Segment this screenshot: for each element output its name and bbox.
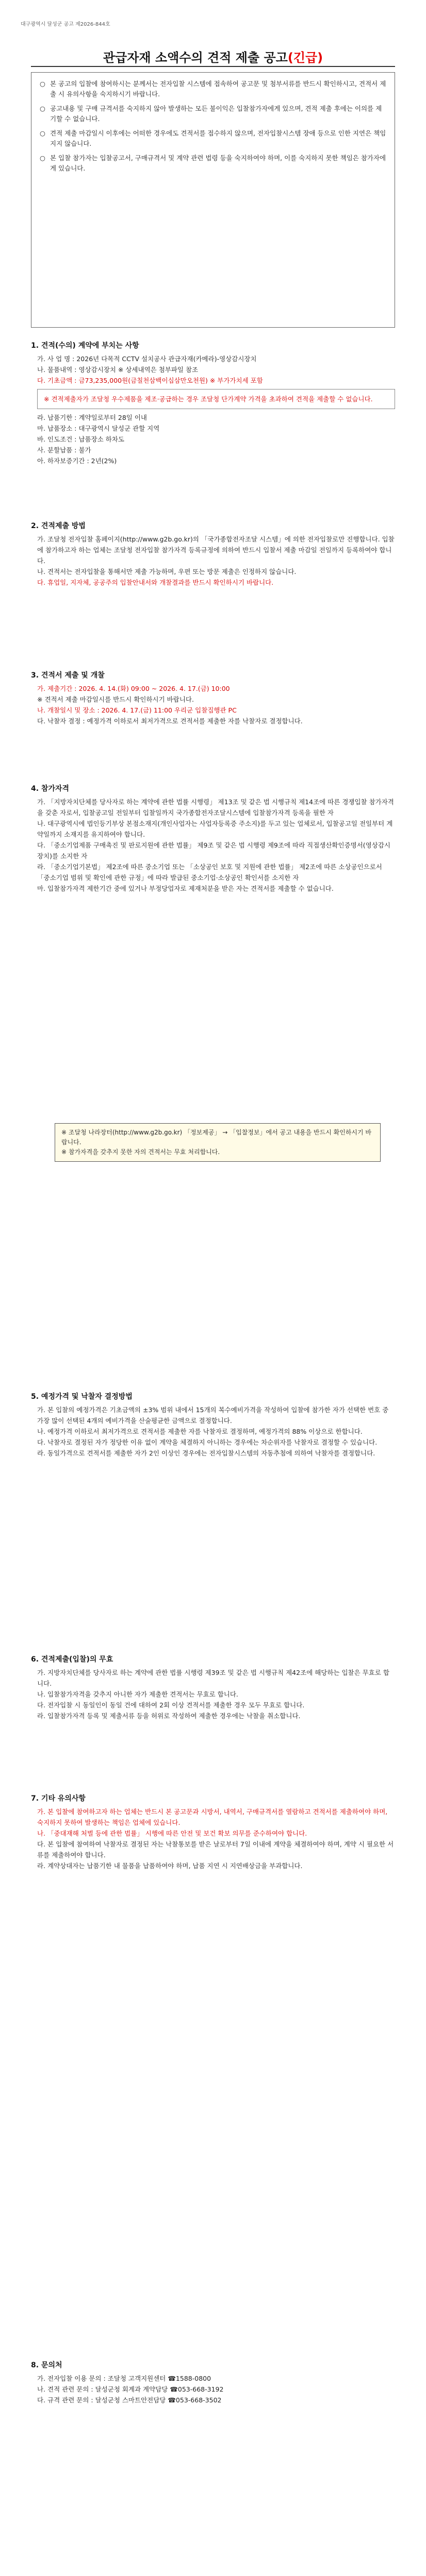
contact-line: 가. 전자입찰 이용 문의 : 조달청 고객지원센터 ☎1588-0800 [37,2375,211,2382]
section-line: 다. 본 입찰에 참여하여 낙찰자로 결정된 자는 낙찰통보를 받은 날로부터 7일 이내에 계약을 체결하여야 하며, 계약 시 필요한 서류를 제출하여야 합니다. [37,1840,394,1859]
notice-item: ○ 공고내용 및 구매 규격서를 숙지하지 않아 발생하는 모든 불이익은 입찰참가자에게 있으며, 견적 제출 후에는 이의를 제기할 수 없습니다. [40,104,386,124]
section-line: 나. 물품내역 : 영상감시장치 ※ 상세내역은 첨부파일 참조 [37,366,199,374]
section-line: 다. 휴업일, 지자체, 공공주의 입찰안내서와 개찰결과를 반드시 확인하시기 바랍니다. [37,579,274,586]
section-line: 나. 입찰참가자격을 갖추지 아니한 자가 제출한 견적서는 무효로 합니다. [37,1690,238,1698]
section-submission-method [31,520,395,588]
section-line: 바. 인도조건 : 납품장소 하차도 [37,435,124,443]
section-line: 가. 본 입찰의 예정가격은 기초금액의 ±3% 범위 내에서 15개의 복수예비가격을 작성하여 입찰에 참가한 자가 선택한 번호 중 가장 많이 선택된 4개의 예비가격을 산술평균한 금액으로 결정합니다. [37,1406,389,1425]
guidance-box [55,1123,381,1162]
section-invalid-bids [31,1654,395,1721]
circle-bullet-icon: ○ [40,80,45,88]
section-title: 6. 견적제출(입찰)의 무효 [31,1655,113,1664]
section-line: 사. 분할납품 : 불가 [37,446,91,454]
section-line-period: 가. 제출기간 : 2026. 4. 14.(화) 09:00 ~ 2026. 4. 17.(금) 10:00 [37,685,230,692]
section-contract-items [31,340,395,466]
section-line: 다. 낙찰자 결정 : 예정가격 이하로서 최저가격으로 견적서를 제출한 자를 낙찰자로 결정합니다. [37,717,303,725]
section-line: 가. 지방자치단체를 당사자로 하는 계약에 관한 법률 시행령 제39조 및 같은 법 시행규칙 제42조에 해당하는 입찰은 무효로 합니다. [37,1669,389,1687]
note-box [37,389,395,409]
guidance-line: ※ 조달청 나라장터(http://www.g2b.go.kr) 「정보제공」 → 「입찰정보」에서 공고 내용을 반드시 확인하시기 바랍니다. [61,1129,372,1146]
section-line: ※ 견적서 제출 마감일시를 반드시 확인하시기 바랍니다. [37,696,194,703]
section-title: 4. 참가자격 [31,785,70,793]
notice-item: ○ 본 입찰 참가자는 입찰공고서, 구매규격서 및 계약 관련 법령 등을 숙지하여야 하며, 이를 숙지하지 못한 책임은 참가자에게 있습니다. [40,153,386,174]
section-line: 가. 「지방자치단체를 당사자로 하는 계약에 관한 법률 시행령」 제13조 및 같은 법 시행규칙 제14조에 따른 경쟁입찰 참가자격을 갖춘 자로서, 입찰공고일 전일부터 입찰일까지 국가종합전자조달시스템에 입찰참가자격 등록을 필한 자 [37,798,394,817]
section-title: 2. 견적제출 방법 [31,522,86,530]
section-line: 마. 입찰참가자격 제한기간 중에 있거나 부정당업자로 제재처분을 받은 자는 견적서를 제출할 수 없습니다. [37,885,334,892]
section-title: 3. 견적서 제출 및 개찰 [31,671,105,680]
section-eligibility [31,783,395,894]
section-title: 1. 견적(수의) 계약에 부치는 사항 [31,342,139,350]
section-line: 나. 대구광역시에 법인등기부상 본점소재지(개인사업자는 사업자등록증 주소지)를 두고 있는 업체로서, 입찰공고일 전일부터 계약일까지 소재지를 유지하여야 합니다. [37,820,393,838]
section-title: 8. 문의처 [31,2361,62,2369]
section-line: 나. 예정가격 이하로서 최저가격으로 견적서를 제출한 자를 낙찰자로 결정하며, 예정가격의 88% 이상으로 한합니다. [37,1428,363,1435]
section-title: 7. 기타 유의사항 [31,1794,86,1803]
section-submission-opening [31,670,395,726]
notice-box [31,72,395,328]
section-line-warning: 가. 본 입찰에 참여하고자 하는 업체는 반드시 본 공고문과 시방서, 내역서, 구매규격서를 열람하고 견적서를 제출하여야 하며, 숙지하지 못하여 발생하는 책임은 업체에 있습니다. [37,1808,388,1826]
section-line: 마. 납품장소 : 대구광역시 달성군 관할 지역 [37,425,160,432]
section-price-award [31,1391,395,1459]
section-line: 라. 납품기한 : 계약일로부터 28일 이내 [37,414,148,421]
section-line: 다. 낙찰자로 결정된 자가 정당한 이유 없이 계약을 체결하지 아니하는 경우에는 차순위자를 낙찰자로 결정할 수 있습니다. [37,1438,378,1446]
section-title: 5. 예정가격 및 낙찰자 결정방법 [31,1393,133,1401]
section-line: 가. 조달청 전자입찰 홈페이지(http://www.g2b.go.kr)의 「국가종합전자조달 시스템」에 의한 전자입찰로만 진행합니다. 입찰에 참가하고자 하는 업체는 조달청 전자입찰 참가자격 등록규정에 의하여 반드시 입찰서 제출 마감일 전일까지 등록하여야 합니다. [37,535,395,565]
section-line: 나. 견적서는 전자입찰을 통해서만 제출 가능하며, 우편 또는 방문 제출은 인정하지 않습니다. [37,568,297,575]
section-line: 라. 동일가격으로 견적서를 제출한 자가 2인 이상인 경우에는 전자입찰시스템의 자동추첨에 의하여 낙찰자를 결정합니다. [37,1449,375,1457]
section-line: 라. 입찰참가자격 등록 및 제출서류 등을 허위로 작성하여 제출한 경우에는 낙찰을 취소합니다. [37,1712,301,1720]
section-contacts [31,2360,395,2405]
guidance-line: ※ 참가자격을 갖추지 못한 자의 견적서는 무효 처리합니다. [61,1148,220,1156]
section-line-opening: 나. 개찰일시 및 장소 : 2026. 4. 17.(금) 11:00 우리군 입찰집행관 PC [37,706,237,714]
title-divider [31,66,395,67]
circle-bullet-icon: ○ [40,105,45,112]
title-urgent-badge: (긴급) [287,50,323,65]
contact-line: 다. 규격 관련 문의 : 달성군청 스마트안전담당 ☎053-668-3502 [37,2396,222,2404]
document-reference: 대구광역시 달성군 공고 제2026-844호 [21,22,110,27]
section-line-warning: 나. 「중대재해 처벌 등에 관한 법률」 시행에 따른 안전 및 보건 확보 의무를 준수하여야 합니다. [37,1829,307,1837]
section-line: 가. 사 업 명 : 2026년 다목적 CCTV 설치공사 관급자재(카메라)-영상감시장치 [37,355,257,363]
section-line: 다. 「중소기업제품 구매촉진 및 판로지원에 관한 법률」 제9조 및 같은 법 시행령 제9조에 따라 직접생산확인증명서(영상감시장치)를 소지한 자 [37,841,390,860]
section-other-notes [31,1793,395,1871]
section-line: 라. 「중소기업기본법」 제2조에 따른 중소기업 또는 「소상공인 보호 및 지원에 관한 법률」 제2조에 따른 소상공인으로서 「중소기업 범위 및 확인에 관한 규정」에 따라 발급된 중소기업·소상공인 확인서를 소지한 자 [37,863,382,882]
contact-line: 나. 견적 관련 문의 : 달성군청 회계과 계약담당 ☎053-668-3192 [37,2385,224,2393]
notice-item: ○ 본 공고의 입찰에 참여하시는 분께서는 전자입찰 시스템에 접속하여 공고문 및 첨부서류를 반드시 확인하시고, 견적서 제출 시 유의사항을 숙지하시기 바랍니다. [40,79,386,99]
note-line: ※ 견적제출자가 조달청 우수제품을 제조·공급하는 경우 조달청 단가계약 가격을 초과하여 견적을 제출할 수 없습니다. [44,395,373,403]
section-line: 아. 하자보증기간 : 2년(2%) [37,457,117,465]
title-main: 관급자재 소액수의 견적 제출 공고 [103,50,288,65]
section-line-price: 다. 기초금액 : 금73,235,000원(금칠천삼백이십삼만오천원) ※ 부가가치세 포함 [37,377,263,384]
section-line: 라. 계약상대자는 납품기한 내 물품을 납품하여야 하며, 납품 지연 시 지연배상금을 부과합니다. [37,1862,303,1870]
circle-bullet-icon: ○ [40,129,45,137]
notice-item: ○ 견적 제출 마감일시 이후에는 어떠한 경우에도 견적서를 접수하지 않으며, 전자입찰시스템 장애 등으로 인한 지연은 책임지지 않습니다. [40,128,386,149]
page-title [0,47,426,65]
circle-bullet-icon: ○ [40,154,45,162]
section-line: 다. 전자입찰 시 동일인이 동일 건에 대하여 2회 이상 견적서를 제출한 경우 모두 무효로 합니다. [37,1701,305,1709]
